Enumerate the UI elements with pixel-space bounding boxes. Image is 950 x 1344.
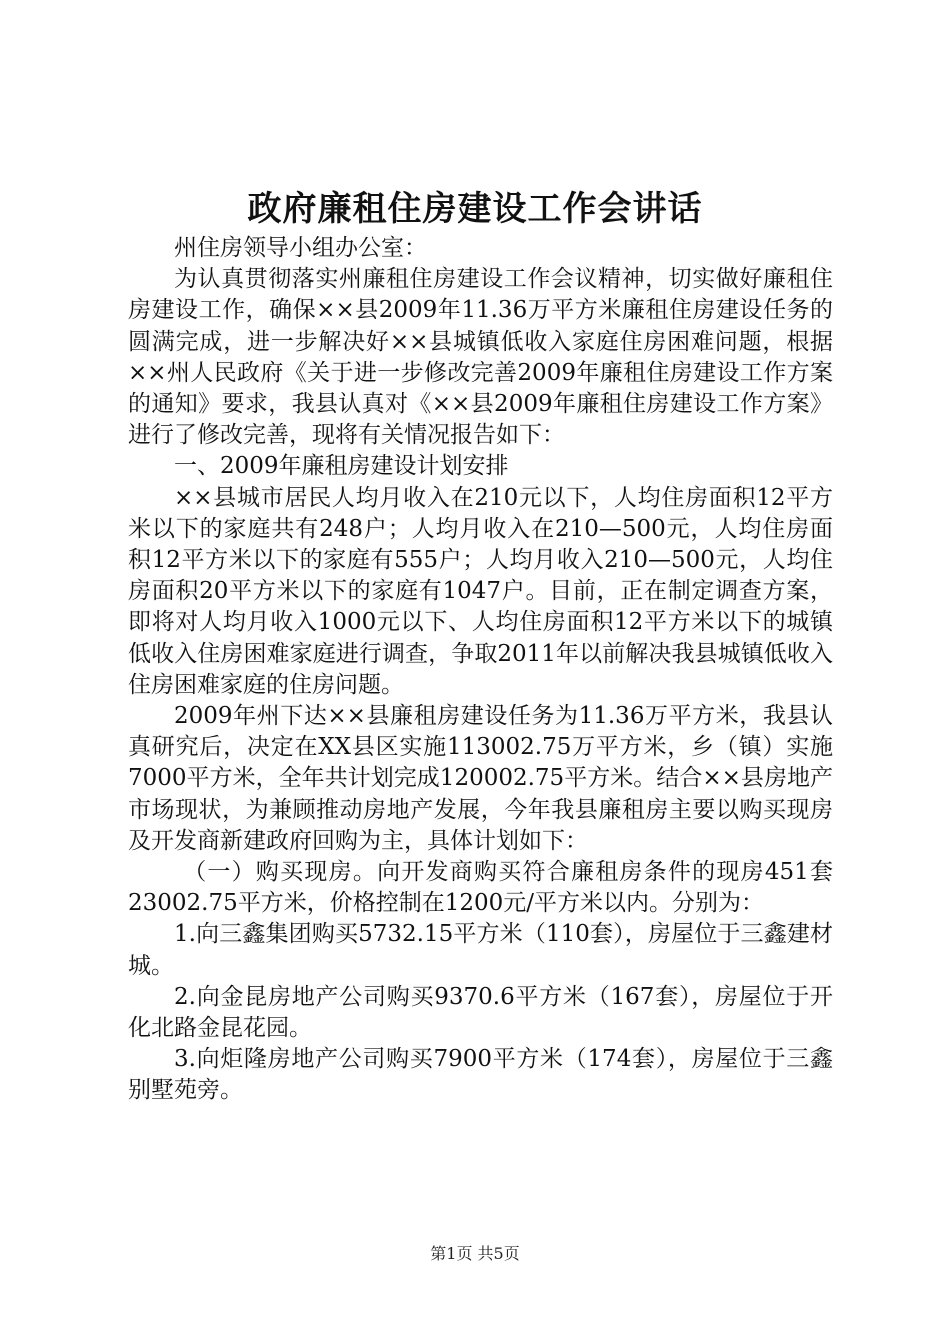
list-item: 3.向炬隆房地产公司购买7900平方米（174套），房屋位于三鑫别墅苑旁。 (128, 1046, 833, 1104)
page-footer: 第1页 共5页 (430, 1244, 520, 1263)
document-body (128, 233, 833, 1107)
body-paragraph: 2009年州下达××县廉租房建设任务为11.36万平方米，我县认真研究后，决定在XX县区实施113002.75万平方米，乡（镇）实施7000平方米，全年共计划完成120002.75平方米。结合××县房地产市场现状，为兼顾推动房地产发展，今年我县廉租房主要以购买现房及开发商新建政府回购为主，具体计划如下： (128, 703, 833, 854)
list-item: 1.向三鑫集团购买5732.15平方米（110套），房屋位于三鑫建材城。 (128, 921, 833, 979)
subsection-paragraph: （一）购买现房。向开发商购买符合廉租房条件的现房451套23002.75平方米，价格控制在1200元/平方米以内。分别为： (128, 859, 833, 917)
salutation: 州住房领导小组办公室： (174, 235, 427, 261)
section-heading: 一、2009年廉租房建设计划安排 (174, 453, 509, 480)
intro-paragraph: 为认真贯彻落实州廉租住房建设工作会议精神，切实做好廉租住房建设工作，确保××县2009年11.36万平方米廉租住房建设任务的圆满完成，进一步解决好××县城镇低收入家庭住房困难问题，根据××州人民政府《关于进一步修改完善2009年廉租住房建设工作方案的通知》要求，我县认真对《××县2009年廉租住房建设工作方案》进行了修改完善，现将有关情况报告如下： (128, 266, 833, 449)
list-item: 2.向金昆房地产公司购买9370.6平方米（167套），房屋位于开化北路金昆花园。 (128, 983, 833, 1042)
body-paragraph: ××县城市居民人均月收入在210元以下，人均住房面积12平方米以下的家庭共有248户；人均月收入在210—500元，人均住房面积12平方米以下的家庭有555户；人均月收入210—500元，人均住房面积20平方米以下的家庭有1047户。目前，正在制定调查方案，即将对人均月收入1000元以下、人均住房面积12平方米以下的城镇低收入住房困难家庭进行调查，争取2011年以前解决我县城镇低收入住房困难家庭的住房问题。 (128, 484, 833, 698)
document-title: 政府廉租住房建设工作会讲话 (247, 189, 703, 229)
